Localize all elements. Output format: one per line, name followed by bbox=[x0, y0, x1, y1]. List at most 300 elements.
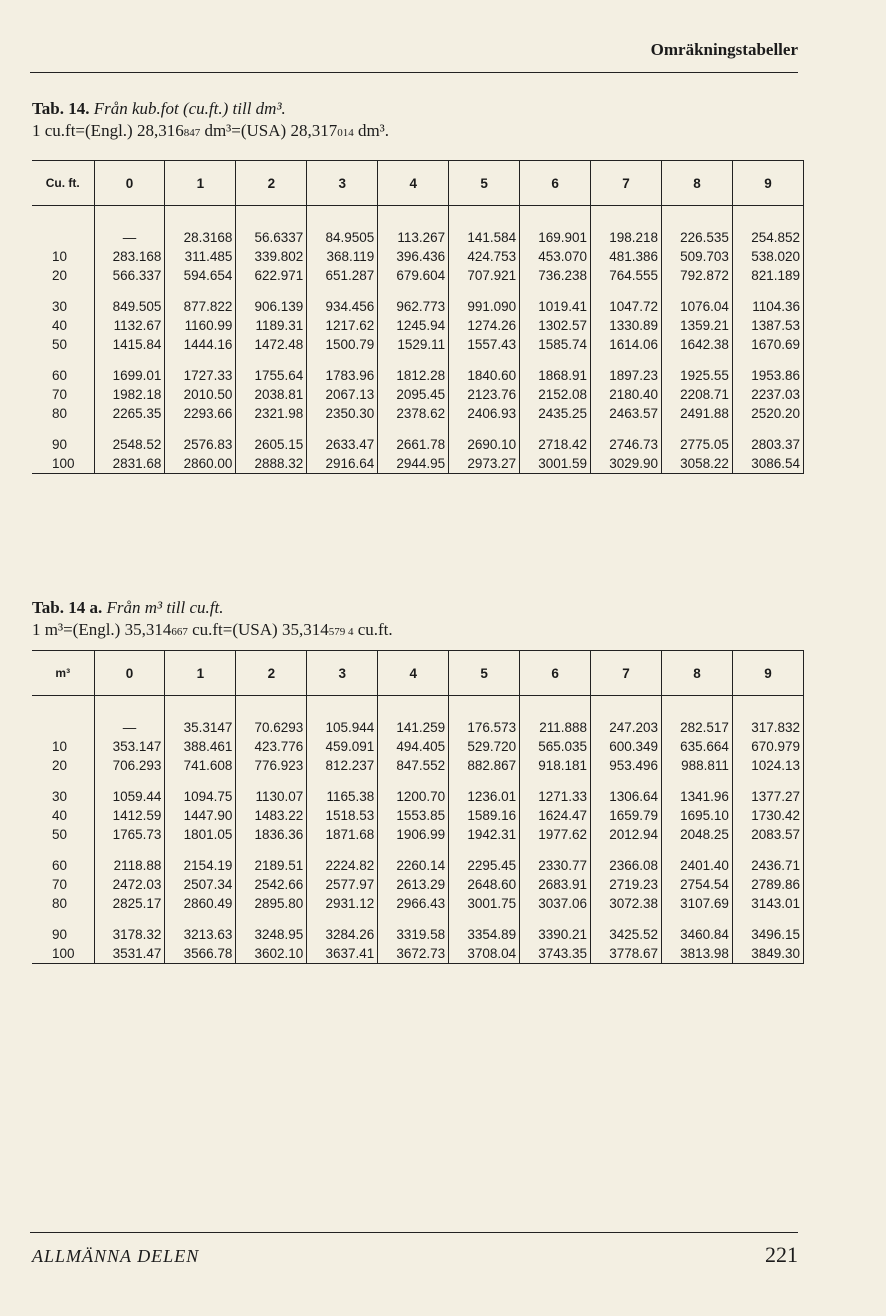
table-cell: 3058.22 bbox=[662, 454, 733, 474]
table-cell: 1104.36 bbox=[732, 285, 803, 316]
column-header: 0 bbox=[94, 161, 165, 206]
table-cell: 1977.62 bbox=[520, 825, 591, 844]
table-cell: 2860.49 bbox=[165, 894, 236, 913]
table-cell: 1553.85 bbox=[378, 806, 449, 825]
table-cell: 1614.06 bbox=[591, 335, 662, 354]
table-cell: 538.020 bbox=[732, 247, 803, 266]
table-cell: 707.921 bbox=[449, 266, 520, 285]
table-cell: 3743.35 bbox=[520, 944, 591, 964]
table-cell: 2010.50 bbox=[165, 385, 236, 404]
footer-section-title: ALLMÄNNA DELEN bbox=[32, 1246, 200, 1266]
column-header: 3 bbox=[307, 161, 378, 206]
table-cell: 2542.66 bbox=[236, 875, 307, 894]
table-cell: 1472.48 bbox=[236, 335, 307, 354]
table-corner-header: m³ bbox=[32, 651, 94, 696]
table-cell: 3566.78 bbox=[165, 944, 236, 964]
spacer-row bbox=[32, 206, 804, 229]
table-cell: 198.218 bbox=[591, 228, 662, 247]
table-cell: 2237.03 bbox=[732, 385, 803, 404]
table-cell: 1925.55 bbox=[662, 354, 733, 385]
row-label: 20 bbox=[52, 268, 68, 283]
table-cell: 1801.05 bbox=[165, 825, 236, 844]
table-cell: 1271.33 bbox=[520, 775, 591, 806]
table-cell: 1306.64 bbox=[591, 775, 662, 806]
table-cell: 2067.13 bbox=[307, 385, 378, 404]
table-cell: 934.456 bbox=[307, 285, 378, 316]
table-cell: 1412.59 bbox=[94, 806, 165, 825]
table-cell: 2507.34 bbox=[165, 875, 236, 894]
table-cell: 706.293 bbox=[94, 756, 165, 775]
table-cell: 2690.10 bbox=[449, 423, 520, 454]
table-cell: 1200.70 bbox=[378, 775, 449, 806]
table-cell: 424.753 bbox=[449, 247, 520, 266]
column-header: 8 bbox=[662, 161, 733, 206]
table-cell: 396.436 bbox=[378, 247, 449, 266]
row-label: 20 bbox=[52, 758, 68, 773]
table-cell: 105.944 bbox=[307, 718, 378, 737]
table-cell: 2435.25 bbox=[520, 404, 591, 423]
table-cell: 2350.30 bbox=[307, 404, 378, 423]
table-cell: 1695.10 bbox=[662, 806, 733, 825]
table-cell: 594.654 bbox=[165, 266, 236, 285]
column-header: 5 bbox=[449, 161, 520, 206]
running-header: Omräkningstabeller bbox=[650, 40, 798, 59]
table-row bbox=[32, 423, 804, 454]
table-cell: 1755.64 bbox=[236, 354, 307, 385]
table-cell: 1047.72 bbox=[591, 285, 662, 316]
column-header: 6 bbox=[520, 161, 591, 206]
table-cell: 1871.68 bbox=[307, 825, 378, 844]
table-cell: 2472.03 bbox=[94, 875, 165, 894]
table-cell: 776.923 bbox=[236, 756, 307, 775]
table-cell: 2944.95 bbox=[378, 454, 449, 474]
table-cell: 821.189 bbox=[732, 266, 803, 285]
tab14a-factor-usa: cu.ft=(USA) 35,314 bbox=[187, 620, 329, 639]
table-cell: 635.664 bbox=[662, 737, 733, 756]
table-cell: 2966.43 bbox=[378, 894, 449, 913]
table-cell: 847.552 bbox=[378, 756, 449, 775]
row-label: 70 bbox=[52, 877, 68, 892]
row-label: 50 bbox=[52, 337, 68, 352]
table-row bbox=[32, 875, 804, 894]
table-cell: 1982.18 bbox=[94, 385, 165, 404]
table-cell: 2123.76 bbox=[449, 385, 520, 404]
table-cell: 56.6337 bbox=[236, 228, 307, 247]
table-cell: 353.147 bbox=[94, 737, 165, 756]
table-cell: 2931.12 bbox=[307, 894, 378, 913]
table-row bbox=[32, 266, 804, 285]
table-row bbox=[32, 756, 804, 775]
table-cell: 2789.86 bbox=[732, 875, 803, 894]
table-cell: 877.822 bbox=[165, 285, 236, 316]
row-label: 60 bbox=[52, 858, 68, 873]
column-header: 3 bbox=[307, 651, 378, 696]
table-cell: 2613.29 bbox=[378, 875, 449, 894]
table-cell: 141.259 bbox=[378, 718, 449, 737]
tab14a-caption bbox=[32, 597, 393, 643]
table-cell: 494.405 bbox=[378, 737, 449, 756]
table-cell: 3086.54 bbox=[732, 454, 803, 474]
table-cell: 1377.27 bbox=[732, 775, 803, 806]
table-cell: 2719.23 bbox=[591, 875, 662, 894]
table-cell: 2180.40 bbox=[591, 385, 662, 404]
row-label: 80 bbox=[52, 406, 68, 421]
table-cell: 176.573 bbox=[449, 718, 520, 737]
table-cell: 1942.31 bbox=[449, 825, 520, 844]
table-row bbox=[32, 285, 804, 316]
column-header: 9 bbox=[732, 161, 803, 206]
column-header: 2 bbox=[236, 161, 307, 206]
table-cell: 2330.77 bbox=[520, 844, 591, 875]
table-cell: 2491.88 bbox=[662, 404, 733, 423]
tab14a-table bbox=[32, 650, 804, 964]
table-cell: 565.035 bbox=[520, 737, 591, 756]
row-label: 70 bbox=[52, 387, 68, 402]
tab14-caption bbox=[32, 98, 389, 144]
table-cell: 2083.57 bbox=[732, 825, 803, 844]
table-cell: 2293.66 bbox=[165, 404, 236, 423]
table-cell: 3284.26 bbox=[307, 913, 378, 944]
table-row bbox=[32, 385, 804, 404]
table-cell: 2754.54 bbox=[662, 875, 733, 894]
table-cell: 1059.44 bbox=[94, 775, 165, 806]
table-corner-header: Cu. ft. bbox=[32, 161, 94, 206]
table-row bbox=[32, 454, 804, 474]
table-row bbox=[32, 404, 804, 423]
column-header: 4 bbox=[378, 651, 449, 696]
table-cell: 1730.42 bbox=[732, 806, 803, 825]
table-cell: 2860.00 bbox=[165, 454, 236, 474]
table-row bbox=[32, 806, 804, 825]
column-header: 0 bbox=[94, 651, 165, 696]
table-cell: 113.267 bbox=[378, 228, 449, 247]
table-cell: 2401.40 bbox=[662, 844, 733, 875]
row-label: 30 bbox=[52, 299, 68, 314]
table-cell: 1812.28 bbox=[378, 354, 449, 385]
table-cell: 741.608 bbox=[165, 756, 236, 775]
row-label: 90 bbox=[52, 927, 68, 942]
column-header: 4 bbox=[378, 161, 449, 206]
table-cell: 1274.26 bbox=[449, 316, 520, 335]
table-cell: 311.485 bbox=[165, 247, 236, 266]
table-cell: 622.971 bbox=[236, 266, 307, 285]
table-cell: 2463.57 bbox=[591, 404, 662, 423]
table-cell: 1024.13 bbox=[732, 756, 803, 775]
table-cell: 2048.25 bbox=[662, 825, 733, 844]
table-cell: 1868.91 bbox=[520, 354, 591, 385]
table-cell: 211.888 bbox=[520, 718, 591, 737]
table-cell: 254.852 bbox=[732, 228, 803, 247]
table-cell: 2224.82 bbox=[307, 844, 378, 875]
table-cell: 1165.38 bbox=[307, 775, 378, 806]
table-cell: 2520.20 bbox=[732, 404, 803, 423]
table-cell: — bbox=[94, 718, 165, 737]
table-row bbox=[32, 335, 804, 354]
table-cell: 2378.62 bbox=[378, 404, 449, 423]
table-cell: 388.461 bbox=[165, 737, 236, 756]
table-cell: 141.584 bbox=[449, 228, 520, 247]
table-cell: 1765.73 bbox=[94, 825, 165, 844]
table-cell: 1840.60 bbox=[449, 354, 520, 385]
tab14a-caption-line1 bbox=[32, 597, 393, 619]
table-cell: 953.496 bbox=[591, 756, 662, 775]
table-cell: 529.720 bbox=[449, 737, 520, 756]
table-cell: 2295.45 bbox=[449, 844, 520, 875]
table-cell: 339.802 bbox=[236, 247, 307, 266]
table-cell: 2366.08 bbox=[591, 844, 662, 875]
table-cell: 2825.17 bbox=[94, 894, 165, 913]
column-header: 9 bbox=[732, 651, 803, 696]
column-header: 2 bbox=[236, 651, 307, 696]
table-cell: 283.168 bbox=[94, 247, 165, 266]
tab14-factor-usa-small: 014 bbox=[337, 127, 354, 139]
table-cell: 453.070 bbox=[520, 247, 591, 266]
row-label: 10 bbox=[52, 249, 68, 264]
table-cell: 3143.01 bbox=[732, 894, 803, 913]
table-cell: 2095.45 bbox=[378, 385, 449, 404]
table-row bbox=[32, 775, 804, 806]
table-cell: 3037.06 bbox=[520, 894, 591, 913]
table-cell: 1341.96 bbox=[662, 775, 733, 806]
table-cell: 3425.52 bbox=[591, 913, 662, 944]
table-cell: 1529.11 bbox=[378, 335, 449, 354]
row-label: 80 bbox=[52, 896, 68, 911]
table-cell: 1557.43 bbox=[449, 335, 520, 354]
tab14a-unit: cu.ft. bbox=[353, 620, 393, 639]
table-cell: 2683.91 bbox=[520, 875, 591, 894]
table-cell: 1189.31 bbox=[236, 316, 307, 335]
table-cell: 1245.94 bbox=[378, 316, 449, 335]
table-cell: 3637.41 bbox=[307, 944, 378, 964]
table-cell: 1160.99 bbox=[165, 316, 236, 335]
tab14-caption-line1 bbox=[32, 98, 389, 120]
table-cell: 1783.96 bbox=[307, 354, 378, 385]
table-cell: 3460.84 bbox=[662, 913, 733, 944]
table-cell: 282.517 bbox=[662, 718, 733, 737]
table-row bbox=[32, 228, 804, 247]
table-cell: 2406.93 bbox=[449, 404, 520, 423]
table-row bbox=[32, 316, 804, 335]
table-cell: 1302.57 bbox=[520, 316, 591, 335]
table-cell: 3778.67 bbox=[591, 944, 662, 964]
table-cell: 3813.98 bbox=[662, 944, 733, 964]
table-cell: 2888.32 bbox=[236, 454, 307, 474]
table-cell: 962.773 bbox=[378, 285, 449, 316]
tab14-number: Tab. 14. bbox=[32, 99, 90, 118]
tab14a-title: Från m³ till cu.ft. bbox=[106, 598, 224, 617]
table-cell: 991.090 bbox=[449, 285, 520, 316]
table-cell: 2321.98 bbox=[236, 404, 307, 423]
table-cell: 481.386 bbox=[591, 247, 662, 266]
table-cell: 368.119 bbox=[307, 247, 378, 266]
table-cell: 988.811 bbox=[662, 756, 733, 775]
column-header: 1 bbox=[165, 161, 236, 206]
table-cell: 2038.81 bbox=[236, 385, 307, 404]
table-cell: 3001.59 bbox=[520, 454, 591, 474]
table-cell: 2661.78 bbox=[378, 423, 449, 454]
table-cell: 3001.75 bbox=[449, 894, 520, 913]
row-label bbox=[32, 718, 94, 737]
table-cell: 70.6293 bbox=[236, 718, 307, 737]
table-cell: 3248.95 bbox=[236, 913, 307, 944]
table-cell: 1585.74 bbox=[520, 335, 591, 354]
table-cell: 2648.60 bbox=[449, 875, 520, 894]
tab14a-factor-engl-small: 667 bbox=[171, 626, 188, 638]
table-cell: 28.3168 bbox=[165, 228, 236, 247]
table-cell: 736.238 bbox=[520, 266, 591, 285]
table-cell: 1447.90 bbox=[165, 806, 236, 825]
table-row bbox=[32, 354, 804, 385]
row-label: 60 bbox=[52, 368, 68, 383]
table-cell: 2260.14 bbox=[378, 844, 449, 875]
table-row bbox=[32, 844, 804, 875]
table-cell: 1483.22 bbox=[236, 806, 307, 825]
column-header: 5 bbox=[449, 651, 520, 696]
table-cell: 2189.51 bbox=[236, 844, 307, 875]
table-cell: 3708.04 bbox=[449, 944, 520, 964]
table-cell: 1236.01 bbox=[449, 775, 520, 806]
table-cell: 2973.27 bbox=[449, 454, 520, 474]
tab14a-factor-usa-small: 579 4 bbox=[328, 626, 354, 638]
table-cell: 1330.89 bbox=[591, 316, 662, 335]
table-cell: 2605.15 bbox=[236, 423, 307, 454]
table-cell: 1836.36 bbox=[236, 825, 307, 844]
table-cell: 2012.94 bbox=[591, 825, 662, 844]
table-cell: 35.3147 bbox=[165, 718, 236, 737]
table-row bbox=[32, 913, 804, 944]
footer-rule bbox=[30, 1232, 798, 1233]
tab14-factor-engl-small: 847 bbox=[183, 127, 201, 139]
table-cell: 2208.71 bbox=[662, 385, 733, 404]
table-cell: 679.604 bbox=[378, 266, 449, 285]
table-cell: 764.555 bbox=[591, 266, 662, 285]
table-cell: 566.337 bbox=[94, 266, 165, 285]
column-header: 6 bbox=[520, 651, 591, 696]
table-cell: 1589.16 bbox=[449, 806, 520, 825]
table-cell: 2265.35 bbox=[94, 404, 165, 423]
table-cell: 1500.79 bbox=[307, 335, 378, 354]
table-cell: 3602.10 bbox=[236, 944, 307, 964]
table-cell: 1094.75 bbox=[165, 775, 236, 806]
table-cell: 1953.86 bbox=[732, 354, 803, 385]
table-cell: — bbox=[94, 228, 165, 247]
table-cell: 1670.69 bbox=[732, 335, 803, 354]
table-cell: 3672.73 bbox=[378, 944, 449, 964]
column-header: 8 bbox=[662, 651, 733, 696]
row-label: 100 bbox=[32, 454, 94, 474]
table-cell: 670.979 bbox=[732, 737, 803, 756]
table-cell: 882.867 bbox=[449, 756, 520, 775]
column-header: 7 bbox=[591, 651, 662, 696]
table-cell: 1076.04 bbox=[662, 285, 733, 316]
table-row bbox=[32, 825, 804, 844]
table-cell: 2718.42 bbox=[520, 423, 591, 454]
spacer-row bbox=[32, 696, 804, 719]
table-cell: 2746.73 bbox=[591, 423, 662, 454]
table-cell: 1019.41 bbox=[520, 285, 591, 316]
table-cell: 459.091 bbox=[307, 737, 378, 756]
table-cell: 792.872 bbox=[662, 266, 733, 285]
table-cell: 1132.67 bbox=[94, 316, 165, 335]
row-label bbox=[32, 228, 94, 247]
table-cell: 1387.53 bbox=[732, 316, 803, 335]
table-cell: 1659.79 bbox=[591, 806, 662, 825]
table-cell: 1415.84 bbox=[94, 335, 165, 354]
tab14a-header-row bbox=[32, 651, 804, 696]
table-cell: 1518.53 bbox=[307, 806, 378, 825]
tab14-header-row bbox=[32, 161, 804, 206]
table-cell: 2895.80 bbox=[236, 894, 307, 913]
table-cell: 600.349 bbox=[591, 737, 662, 756]
table-cell: 651.287 bbox=[307, 266, 378, 285]
row-label: 10 bbox=[52, 739, 68, 754]
table-cell: 3849.30 bbox=[732, 944, 803, 964]
row-label: 40 bbox=[52, 808, 68, 823]
table-cell: 169.901 bbox=[520, 228, 591, 247]
table-cell: 1906.99 bbox=[378, 825, 449, 844]
table-cell: 3531.47 bbox=[94, 944, 165, 964]
table-cell: 317.832 bbox=[732, 718, 803, 737]
table-cell: 247.203 bbox=[591, 718, 662, 737]
table-cell: 2916.64 bbox=[307, 454, 378, 474]
table-cell: 2118.88 bbox=[94, 844, 165, 875]
table-cell: 1897.23 bbox=[591, 354, 662, 385]
table-cell: 3072.38 bbox=[591, 894, 662, 913]
table-cell: 3213.63 bbox=[165, 913, 236, 944]
tab14a-number: Tab. 14 a. bbox=[32, 598, 103, 617]
tab14-factor-engl: 1 cu.ft=(Engl.) 28,316 bbox=[32, 121, 184, 140]
tab14-factor-usa: dm³=(USA) 28,317 bbox=[200, 121, 338, 140]
table-cell: 2831.68 bbox=[94, 454, 165, 474]
table-cell: 918.181 bbox=[520, 756, 591, 775]
table-row bbox=[32, 247, 804, 266]
table-cell: 2633.47 bbox=[307, 423, 378, 454]
table-cell: 3390.21 bbox=[520, 913, 591, 944]
table-cell: 3107.69 bbox=[662, 894, 733, 913]
table-row bbox=[32, 718, 804, 737]
table-row bbox=[32, 944, 804, 964]
table-cell: 1217.62 bbox=[307, 316, 378, 335]
table-cell: 2577.97 bbox=[307, 875, 378, 894]
row-label: 40 bbox=[52, 318, 68, 333]
tab14-caption-line2 bbox=[32, 120, 389, 144]
table-cell: 2803.37 bbox=[732, 423, 803, 454]
column-header: 7 bbox=[591, 161, 662, 206]
table-cell: 3178.32 bbox=[94, 913, 165, 944]
table-cell: 423.776 bbox=[236, 737, 307, 756]
header-rule bbox=[30, 72, 798, 73]
table-row bbox=[32, 894, 804, 913]
table-cell: 1699.01 bbox=[94, 354, 165, 385]
table-cell: 3354.89 bbox=[449, 913, 520, 944]
table-cell: 812.237 bbox=[307, 756, 378, 775]
table-cell: 906.139 bbox=[236, 285, 307, 316]
table-cell: 226.535 bbox=[662, 228, 733, 247]
table-cell: 1642.38 bbox=[662, 335, 733, 354]
table-cell: 849.505 bbox=[94, 285, 165, 316]
table-cell: 84.9505 bbox=[307, 228, 378, 247]
tab14-title: Från kub.fot (cu.ft.) till dm³. bbox=[93, 99, 286, 118]
table-cell: 2152.08 bbox=[520, 385, 591, 404]
tab14a-factor-engl: 1 m³=(Engl.) 35,314 bbox=[32, 620, 172, 639]
table-cell: 509.703 bbox=[662, 247, 733, 266]
table-row bbox=[32, 737, 804, 756]
table-cell: 2548.52 bbox=[94, 423, 165, 454]
table-cell: 1444.16 bbox=[165, 335, 236, 354]
row-label: 90 bbox=[52, 437, 68, 452]
table-cell: 2775.05 bbox=[662, 423, 733, 454]
tab14a-caption-line2 bbox=[32, 619, 393, 643]
